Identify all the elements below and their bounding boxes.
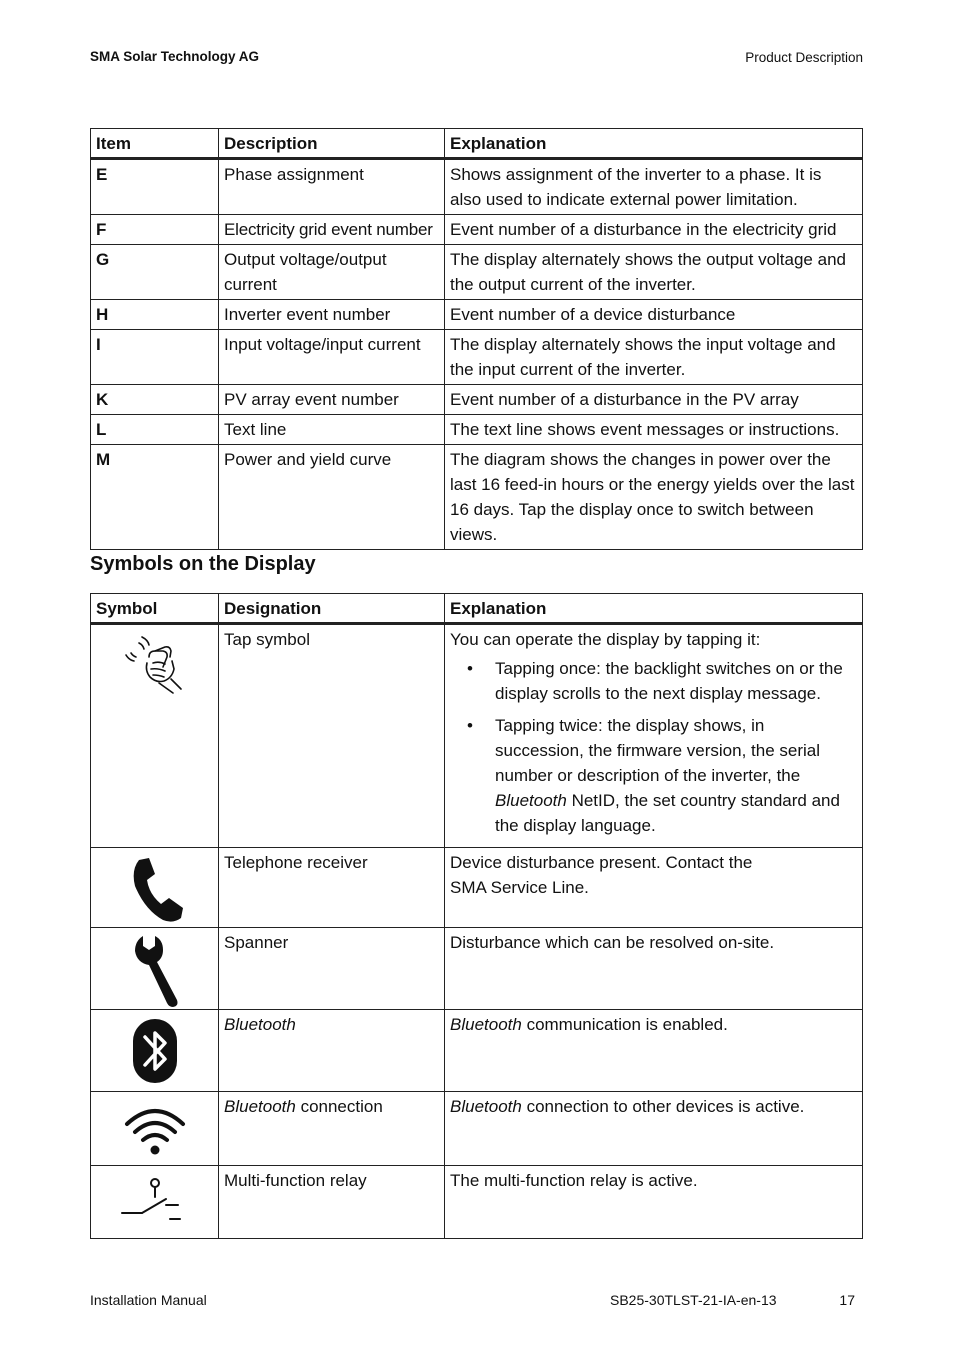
symbol-designation: Multi-function relay xyxy=(219,1166,445,1239)
symbol-explanation: Disturbance which can be resolved on-site. xyxy=(445,928,863,1010)
bluetooth-word: Bluetooth xyxy=(224,1097,296,1116)
symbol-cell xyxy=(91,1166,219,1239)
item-explanation: Event number of a device disturbance xyxy=(445,300,863,330)
header-section: Product Description xyxy=(745,50,863,65)
item-explanation: Shows assignment of the inverter to a phase. It is also used to indicate external power limitation. xyxy=(445,159,863,215)
symbol-cell xyxy=(91,1092,219,1166)
items-table xyxy=(90,128,863,550)
symbol-cell xyxy=(91,1010,219,1092)
item-explanation: Event number of a disturbance in the electricity grid xyxy=(445,215,863,245)
item-explanation: The display alternately shows the output voltage and the output current of the inverter. xyxy=(445,245,863,300)
symbol-cell xyxy=(91,848,219,928)
telephone-receiver-icon xyxy=(125,854,185,926)
symbol-designation xyxy=(219,1010,445,1092)
col-header-symbol: Symbol xyxy=(91,594,219,624)
table-row xyxy=(91,330,863,385)
item-letter: L xyxy=(91,415,219,445)
item-description: Power and yield curve xyxy=(219,445,445,550)
col-header-explanation: Explanation xyxy=(445,129,863,159)
table-row xyxy=(91,1092,863,1166)
phone-line1: Device disturbance present. Contact the xyxy=(450,853,753,872)
table-row xyxy=(91,848,863,928)
section-title: Symbols on the Display xyxy=(90,553,316,575)
item-description: Electricity grid event number xyxy=(219,215,445,245)
bluetooth-word: Bluetooth xyxy=(450,1015,522,1034)
item-description: Input voltage/input current xyxy=(219,330,445,385)
bullet-tap-twice-a: Tapping twice: the display shows, in succession, the firmware version, the serial number or description of the inverter, the xyxy=(495,716,821,785)
spanner-icon xyxy=(125,934,185,1008)
bluetooth-icon xyxy=(125,1015,185,1087)
table-row xyxy=(91,624,863,848)
bullet-list xyxy=(450,656,857,838)
symbols-table xyxy=(90,593,863,1239)
item-letter: K xyxy=(91,385,219,415)
bluetooth-connection-icon xyxy=(122,1100,188,1160)
col-header-description: Description xyxy=(219,129,445,159)
bullet-tap-twice xyxy=(450,713,857,838)
symbol-designation xyxy=(219,1092,445,1166)
symbol-cell xyxy=(91,928,219,1010)
table-row xyxy=(91,445,863,550)
table-row xyxy=(91,928,863,1010)
bluetooth-word: Bluetooth xyxy=(495,791,567,810)
bluetooth-word: Bluetooth xyxy=(450,1097,522,1116)
item-description: PV array event number xyxy=(219,385,445,415)
bullet-tap-twice-b: NetID, the set country standard and the display language. xyxy=(495,791,840,835)
table-row xyxy=(91,215,863,245)
table-row xyxy=(91,300,863,330)
bullet-tap-once: • Tapping once: the backlight switches on or the display scrolls to the next display message. xyxy=(450,656,857,706)
item-letter: M xyxy=(91,445,219,550)
col-header-item: Item xyxy=(91,129,219,159)
symbol-explanation xyxy=(445,1010,863,1092)
item-explanation: The display alternately shows the input voltage and the input current of the inverter. xyxy=(445,330,863,385)
header-company: SMA Solar Technology AG xyxy=(90,49,260,64)
symbol-explanation xyxy=(445,624,863,848)
symbol-explanation xyxy=(445,848,863,928)
symbol-designation: Tap symbol xyxy=(219,624,445,848)
item-letter: I xyxy=(91,330,219,385)
bluetooth-exp-rest: communication is enabled. xyxy=(521,1015,728,1034)
item-explanation: The text line shows event messages or instructions. xyxy=(445,415,863,445)
phone-line2: SMA Service Line. xyxy=(450,878,589,897)
footer-doc-code: SB25-30TLST-21-IA-en-13 xyxy=(610,1292,777,1308)
tap-symbol-icon xyxy=(115,629,195,709)
footer-manual: Installation Manual xyxy=(90,1292,207,1308)
symbol-designation: Spanner xyxy=(219,928,445,1010)
item-description: Inverter event number xyxy=(219,300,445,330)
designation-rest: connection xyxy=(295,1097,383,1116)
item-explanation: The diagram shows the changes in power over the last 16 feed-in hours or the energy yields over the last 16 days. Tap the display once to switch between views. xyxy=(445,445,863,550)
symbol-explanation xyxy=(445,1092,863,1166)
item-explanation: Event number of a disturbance in the PV array xyxy=(445,385,863,415)
symbol-cell xyxy=(91,624,219,848)
col-header-explanation: Explanation xyxy=(445,594,863,624)
table-row xyxy=(91,385,863,415)
item-description: Output voltage/output current xyxy=(219,245,445,300)
table-row xyxy=(91,159,863,215)
table-row xyxy=(91,1010,863,1092)
item-description: Phase assignment xyxy=(219,159,445,215)
item-letter: F xyxy=(91,215,219,245)
col-header-designation: Designation xyxy=(219,594,445,624)
tap-intro: You can operate the display by tapping it: xyxy=(450,630,761,649)
table-row xyxy=(91,1166,863,1239)
footer-page-number: 17 xyxy=(839,1292,855,1308)
symbol-designation: Telephone receiver xyxy=(219,848,445,928)
table-row xyxy=(91,415,863,445)
multi-function-relay-icon xyxy=(120,1173,190,1233)
item-letter: E xyxy=(91,159,219,215)
table-row xyxy=(91,245,863,300)
symbol-explanation: The multi-function relay is active. xyxy=(445,1166,863,1239)
item-letter: G xyxy=(91,245,219,300)
item-description: Text line xyxy=(219,415,445,445)
item-letter: H xyxy=(91,300,219,330)
bt-connection-exp-rest: connection to other devices is active. xyxy=(521,1097,805,1116)
designation-bluetooth: Bluetooth xyxy=(224,1015,296,1034)
